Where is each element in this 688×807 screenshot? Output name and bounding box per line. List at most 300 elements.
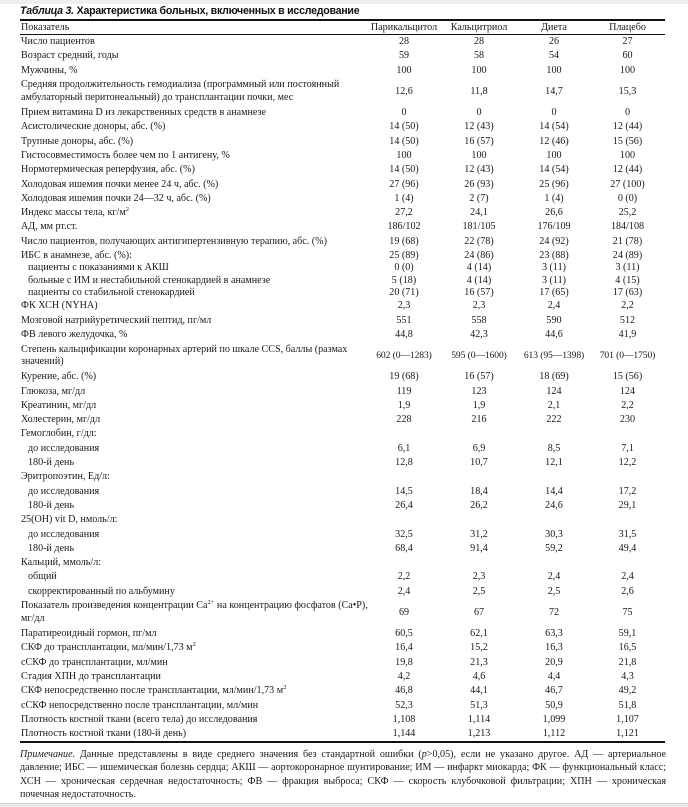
table-row (20, 713, 665, 727)
cell-calcitriol: 26,2 (470, 499, 488, 511)
table-row (20, 542, 665, 556)
row-label (20, 163, 368, 177)
cell-placebo: 2,4 (621, 571, 634, 583)
table-row (20, 163, 665, 177)
table-row (20, 235, 665, 249)
cell-paricalcitol: 12,8 (395, 457, 413, 469)
row-label-text: АД, мм рт.ст. (21, 221, 78, 233)
cell-placebo: 51,8 (618, 699, 637, 711)
cell-placebo (590, 513, 665, 527)
cell-placebo: 0 (0) (617, 192, 638, 204)
row-label (20, 384, 368, 398)
cell-diet: 14 (54) (539, 121, 569, 133)
cell-paricalcitol: 26,4 (395, 499, 413, 511)
row-label (20, 413, 368, 427)
row-label-text: общий (28, 571, 57, 583)
table-row (20, 527, 665, 541)
cell-paricalcitol (368, 513, 440, 527)
row-label (20, 727, 368, 742)
row-label (20, 485, 368, 499)
cell-calcitriol: 18,4 (470, 485, 488, 497)
row-label-text: Курение, абс. (%) (21, 371, 97, 383)
row-label (20, 328, 368, 342)
cell-placebo: 2,2 (621, 300, 634, 312)
cell-placebo: 16,5 (618, 642, 637, 654)
cell-paricalcitol: 602 (0—1283) (376, 350, 432, 362)
footnote-text-1: Данные представлены в виде среднего значения без стандартной ошибки ( (75, 749, 422, 760)
table-row (20, 192, 665, 206)
cell-calcitriol (440, 513, 518, 527)
cell-placebo: 7,1 (621, 442, 634, 454)
cell-diet: 26 (548, 36, 560, 48)
row-label-text: сСКФ до трансплантации, мл/мин (21, 656, 168, 668)
table-row (20, 274, 665, 287)
cell-placebo: 12 (44) (612, 164, 643, 176)
cell-diet: 1,112 (542, 728, 566, 740)
cell-calcitriol: 16 (57) (464, 371, 494, 383)
cell-diet: 176/109 (537, 221, 571, 233)
cell-diet: 44,6 (545, 328, 563, 340)
cell-calcitriol: 12 (43) (464, 121, 494, 133)
cell-paricalcitol: 19 (68) (389, 371, 419, 383)
cell-paricalcitol: 12,6 (395, 85, 413, 97)
row-label-text: Холодовая ишемия почки менее 24 ч, абс. (%) (21, 178, 219, 190)
cell-diet: 63,3 (545, 628, 563, 640)
row-label (20, 220, 368, 234)
page-top-edge (0, 0, 688, 4)
cell-placebo: 2,6 (621, 585, 634, 597)
cell-diet: 14,4 (545, 485, 563, 497)
table-row (20, 206, 665, 220)
column-header-diet: Диета (541, 21, 567, 33)
row-label (20, 287, 368, 300)
cell-diet: 3 (11) (541, 262, 566, 274)
table-caption (20, 5, 615, 17)
cell-diet: 25 (96) (539, 178, 569, 190)
cell-paricalcitol: 19 (68) (389, 235, 419, 247)
cell-paricalcitol: 27,2 (395, 207, 413, 219)
row-label (20, 342, 368, 370)
cell-calcitriol: 0 (476, 107, 482, 119)
cell-paricalcitol: 69 (398, 606, 410, 618)
row-label (20, 78, 368, 106)
row-label (20, 655, 368, 669)
cell-diet: 50,9 (545, 699, 563, 711)
table-row (20, 427, 665, 441)
footnote-text-2: >0,05), если не указано другое. АД — артериальное давление; ИБС — ишемическая болезнь сердца; АКШ — аортокоронарное шунтирование; ИМ — инфаркт миокарда; ФК — функциональный класс; ХСН — хроническая сердечная недостаточность; ФВ — фракция выброса; СКФ — скорость клубочковой фильтрации; ХПН — хроническая почечная недостаточность. (20, 749, 666, 800)
cell-placebo (590, 427, 665, 441)
cell-calcitriol: 4,6 (472, 670, 486, 682)
table-row (20, 35, 665, 50)
row-label-text: 180-й день (28, 542, 75, 554)
cell-diet (518, 427, 590, 441)
table-title: Характеристика больных, включенных в исследование (76, 5, 360, 17)
cell-diet: 24 (92) (539, 235, 569, 247)
cell-diet (518, 513, 590, 527)
table-number: Таблица 3. (20, 5, 74, 17)
table-row (20, 684, 665, 698)
cell-calcitriol: 100 (471, 64, 487, 76)
footnote-p-symbol: p (421, 749, 427, 760)
table-header-row (20, 20, 665, 35)
row-label-text: ФК ХСН (NYHA) (21, 300, 98, 312)
cell-placebo: 25,2 (618, 207, 637, 219)
row-label-text: Мозговой натрийуретический пептид, пг/мл (21, 314, 212, 326)
table-row (20, 149, 665, 163)
row-label (20, 235, 368, 249)
cell-calcitriol: 2,3 (472, 571, 486, 583)
row-label (20, 513, 368, 527)
cell-calcitriol: 2 (7) (469, 192, 489, 204)
row-label-superscript: 2 (192, 641, 196, 649)
table-row (20, 120, 665, 134)
cell-diet: 100 (546, 149, 562, 161)
cell-placebo: 15,3 (618, 85, 637, 97)
table-row (20, 413, 665, 427)
cell-calcitriol: 42,3 (470, 328, 488, 340)
cell-placebo: 21,8 (618, 656, 637, 668)
cell-diet: 17 (65) (539, 287, 569, 299)
table-row (20, 134, 665, 148)
cell-placebo: 701 (0—1750) (599, 350, 656, 362)
cell-paricalcitol: 100 (396, 149, 412, 161)
row-label (20, 149, 368, 163)
cell-placebo: 17,2 (618, 485, 637, 497)
cell-diet: 2,5 (547, 585, 561, 597)
cell-diet: 2,4 (547, 571, 561, 583)
cell-paricalcitol: 0 (401, 107, 407, 119)
cell-calcitriol: 100 (471, 149, 487, 161)
cell-diet: 8,5 (547, 442, 561, 454)
table-row (20, 64, 665, 78)
table-row (20, 384, 665, 398)
cell-diet: 3 (11) (541, 274, 566, 286)
row-label-text: Прием витамина D из лекарственных средств в анамнезе (21, 107, 266, 119)
cell-calcitriol (440, 470, 518, 484)
cell-calcitriol: 1,9 (472, 399, 486, 411)
cell-paricalcitol: 1,108 (392, 713, 416, 725)
cell-placebo: 1,107 (616, 713, 639, 725)
row-label-tail: на концентрацию фосфатов (Ca•P), мг/дл (21, 600, 368, 624)
cell-calcitriol: 16 (57) (464, 135, 494, 147)
cell-calcitriol: 6,9 (472, 442, 486, 454)
cell-paricalcitol: 2,2 (397, 571, 411, 583)
row-label (20, 442, 368, 456)
cell-calcitriol: 1,114 (467, 713, 491, 725)
cell-diet: 16,3 (545, 642, 563, 654)
column-header-paricalcitol: Парикальцитол (370, 21, 438, 33)
cell-placebo: 29,1 (618, 499, 637, 511)
row-label (20, 527, 368, 541)
table-row (20, 556, 665, 570)
row-label-text: Асистолические доноры, абс. (%) (21, 121, 166, 133)
cell-placebo: 41,9 (618, 328, 637, 340)
cell-paricalcitol: 68,4 (395, 542, 413, 554)
row-label-text: 180-й день (28, 457, 75, 469)
cell-diet: 2,4 (547, 300, 561, 312)
row-label (20, 542, 368, 556)
table-row (20, 78, 665, 106)
cell-calcitriol: 24 (86) (464, 249, 494, 261)
cell-paricalcitol (368, 470, 440, 484)
cell-calcitriol: 62,1 (470, 628, 488, 640)
cell-calcitriol: 26 (93) (464, 178, 494, 190)
row-label-text: Плотность костной ткани (всего тела) до исследования (21, 713, 258, 725)
cell-placebo: 12 (44) (612, 121, 643, 133)
cell-diet: 222 (546, 414, 562, 426)
cell-placebo: 124 (619, 385, 636, 397)
cell-paricalcitol: 14,5 (395, 485, 413, 497)
row-label-text: Число пациентов (21, 36, 95, 48)
cell-calcitriol: 51,3 (470, 699, 488, 711)
table-row (20, 727, 665, 742)
table-row (20, 220, 665, 234)
cell-paricalcitol: 0 (0) (394, 262, 414, 274)
table-row (20, 314, 665, 328)
row-label (20, 120, 368, 134)
table-row (20, 698, 665, 712)
row-label (20, 274, 368, 287)
cell-calcitriol: 28 (473, 36, 485, 48)
cell-calcitriol: 4 (14) (466, 262, 492, 274)
row-label-text: пациенты со стабильной стенокардией (28, 287, 195, 299)
cell-paricalcitol: 1,9 (397, 399, 411, 411)
row-label (20, 192, 368, 206)
row-label-superscript: 2 (283, 684, 287, 692)
cell-diet: 46,7 (545, 685, 563, 697)
row-label (20, 134, 368, 148)
cell-diet (518, 556, 590, 570)
cell-calcitriol: 2,3 (472, 300, 486, 312)
cell-diet: 23 (88) (539, 249, 569, 261)
cell-calcitriol: 12 (43) (464, 164, 494, 176)
row-label-text: Глюкоза, мг/дл (21, 385, 86, 397)
table-row (20, 570, 665, 584)
row-label-text: Трупные доноры, абс. (%) (21, 135, 134, 147)
cell-diet: 124 (546, 385, 562, 397)
row-label-text: Стадия ХПН до трансплантации (21, 670, 161, 682)
table-row (20, 287, 665, 300)
cell-diet: 1 (4) (544, 192, 564, 204)
cell-diet: 4,4 (547, 670, 561, 682)
row-label-superscript: 2+ (207, 599, 215, 607)
table-row (20, 49, 665, 63)
row-label-text: Кальций, ммоль/л: (21, 557, 102, 569)
row-label-text: Гемоглобин, г/дл: (21, 428, 97, 440)
cell-paricalcitol: 1,144 (392, 728, 416, 740)
cell-calcitriol: 67 (473, 606, 485, 618)
cell-calcitriol (440, 427, 518, 441)
cell-calcitriol: 91,4 (470, 542, 488, 554)
cell-diet: 14,7 (545, 85, 563, 97)
cell-diet: 26,6 (545, 207, 563, 219)
row-label (20, 106, 368, 120)
cell-diet: 1,099 (542, 713, 566, 725)
cell-placebo: 100 (619, 64, 636, 76)
cell-diet: 72 (548, 606, 560, 618)
row-label (20, 585, 368, 599)
cell-diet: 30,3 (545, 528, 563, 540)
row-label (20, 177, 368, 191)
cell-placebo: 49,2 (618, 685, 637, 697)
row-label (20, 641, 368, 655)
cell-paricalcitol: 119 (396, 385, 412, 397)
row-label (20, 49, 368, 63)
table-row (20, 513, 665, 527)
row-label-text: ФВ левого желудочка, % (21, 328, 128, 340)
cell-paricalcitol: 32,5 (395, 528, 413, 540)
row-label (20, 556, 368, 570)
cell-calcitriol: 58 (473, 50, 485, 62)
table-row (20, 328, 665, 342)
cell-placebo: 0 (624, 107, 631, 119)
cell-diet: 100 (546, 64, 562, 76)
cell-diet: 0 (551, 107, 557, 119)
cell-calcitriol: 11,8 (470, 85, 488, 97)
row-label-text: Степень кальцификации коронарных артерий по шкале CCS, баллы (размах значений) (21, 343, 348, 368)
cell-diet: 59,2 (545, 542, 563, 554)
cell-calcitriol: 181/105 (462, 221, 496, 233)
cell-placebo: 21 (78) (612, 235, 643, 247)
cell-calcitriol: 595 (0—1600) (451, 350, 507, 362)
cell-placebo: 4,3 (621, 670, 634, 682)
table-footnote (20, 748, 666, 801)
table-row (20, 299, 665, 313)
cell-calcitriol: 44,1 (470, 685, 488, 697)
row-label (20, 370, 368, 384)
cell-calcitriol: 16 (57) (464, 287, 494, 299)
table-row (20, 470, 665, 484)
row-label (20, 249, 368, 262)
cell-paricalcitol: 14 (50) (389, 164, 419, 176)
table-row (20, 177, 665, 191)
table-row (20, 442, 665, 456)
cell-paricalcitol (368, 556, 440, 570)
column-header-calcitriol: Кальцитриол (450, 21, 508, 33)
row-label (20, 684, 368, 698)
cell-placebo: 12,2 (618, 457, 637, 469)
row-label-text: до исследования (28, 442, 100, 454)
cell-calcitriol: 4 (14) (466, 274, 492, 286)
cell-paricalcitol: 46,8 (395, 685, 413, 697)
row-label (20, 627, 368, 641)
cell-diet: 613 (95—1398) (523, 350, 585, 362)
cell-diet: 12,1 (545, 457, 563, 469)
row-label (20, 599, 368, 627)
cell-calcitriol: 31,2 (470, 528, 488, 540)
cell-diet: 20,9 (545, 656, 563, 668)
row-label-text: СКФ до трансплантации, мл/мин/1,73 м (21, 642, 193, 654)
row-label (20, 399, 368, 413)
cell-placebo: 184/108 (610, 221, 645, 233)
cell-paricalcitol: 5 (18) (391, 274, 417, 286)
cell-paricalcitol: 27 (96) (389, 178, 419, 190)
row-label (20, 64, 368, 78)
cell-placebo: 15 (56) (612, 135, 643, 147)
cell-placebo: 230 (619, 414, 636, 426)
cell-calcitriol: 21,3 (470, 656, 488, 668)
cell-placebo: 59,1 (618, 628, 637, 640)
table-row (20, 641, 665, 655)
cell-paricalcitol: 14 (50) (389, 121, 419, 133)
table-row (20, 499, 665, 513)
cell-diet: 14 (54) (539, 164, 569, 176)
cell-placebo: 3 (11) (615, 262, 640, 274)
row-label-text: СКФ непосредственно после трансплантации, мл/мин/1,73 м (21, 685, 284, 697)
cell-paricalcitol: 16,4 (395, 642, 413, 654)
row-label-text: пациенты с показаниями к АКШ (28, 262, 169, 274)
cell-placebo: 31,5 (618, 528, 637, 540)
cell-placebo: 2,2 (621, 399, 634, 411)
row-label-text: 25(OH) vit D, нмоль/л: (21, 514, 118, 526)
row-label (20, 261, 368, 274)
cell-placebo: 27 (100) (610, 178, 645, 190)
cell-calcitriol (440, 556, 518, 570)
row-label-text: скорректированный по альбумину (28, 585, 175, 597)
row-label-text: Показатель произведения концентрации Ca (21, 600, 208, 612)
row-label-text: Креатинин, мг/дл (21, 399, 97, 411)
cell-paricalcitol: 228 (396, 414, 412, 426)
row-label-superscript: 2 (125, 206, 129, 214)
row-label (20, 698, 368, 712)
cell-calcitriol: 123 (471, 385, 487, 397)
row-label-text: ИБС в анамнезе, абс. (%): (21, 249, 132, 261)
table-row (20, 655, 665, 669)
row-label (20, 299, 368, 313)
row-label (20, 206, 368, 220)
row-label-text: до исследования (28, 485, 100, 497)
cell-calcitriol: 24,1 (470, 207, 488, 219)
cell-paricalcitol (368, 427, 440, 441)
cell-paricalcitol: 19,8 (395, 656, 413, 668)
row-label-text: Число пациентов, получающих антигипертензивную терапию, абс. (%) (21, 235, 327, 247)
cell-diet: 12 (46) (539, 135, 569, 147)
table-row (20, 399, 665, 413)
cell-paricalcitol: 2,4 (397, 585, 411, 597)
cell-placebo: 17 (63) (612, 287, 643, 299)
page-bottom-edge (0, 803, 688, 807)
cell-placebo: 49,4 (618, 542, 637, 554)
table-row (20, 627, 665, 641)
cell-diet (518, 470, 590, 484)
cell-paricalcitol: 551 (396, 314, 412, 326)
row-label-text: сСКФ непосредственно после трансплантации, мл/мин (21, 699, 259, 711)
cell-placebo: 1,121 (616, 728, 639, 740)
table-body (20, 35, 665, 743)
row-label-text: Мужчины, % (21, 64, 78, 76)
patient-characteristics-table (20, 19, 665, 743)
cell-calcitriol: 22 (78) (464, 235, 494, 247)
table-row (20, 599, 665, 627)
cell-placebo: 60 (622, 50, 633, 62)
row-label-text: до исследования (28, 528, 100, 540)
row-label-text: Средняя продолжительность гемодиализа (программный или постоянный амбулаторный перитонеальный) до трансплантации почки, мес (21, 79, 340, 103)
row-label-text: Паратиреоидный гормон, пг/мл (21, 628, 157, 640)
row-label (20, 314, 368, 328)
row-label-text: Холодовая ишемия почки 24—32 ч, абс. (%) (21, 192, 211, 204)
table-row (20, 485, 665, 499)
cell-diet: 18 (69) (539, 371, 569, 383)
table-row (20, 249, 665, 262)
row-label (20, 427, 368, 441)
cell-diet: 24,6 (545, 499, 563, 511)
row-label (20, 456, 368, 470)
cell-placebo: 15 (56) (612, 371, 643, 383)
row-label-text: Гистосовместимость более чем по 1 антигену, % (21, 149, 230, 161)
table-row (20, 585, 665, 599)
table-row (20, 106, 665, 120)
cell-calcitriol: 558 (471, 314, 487, 326)
